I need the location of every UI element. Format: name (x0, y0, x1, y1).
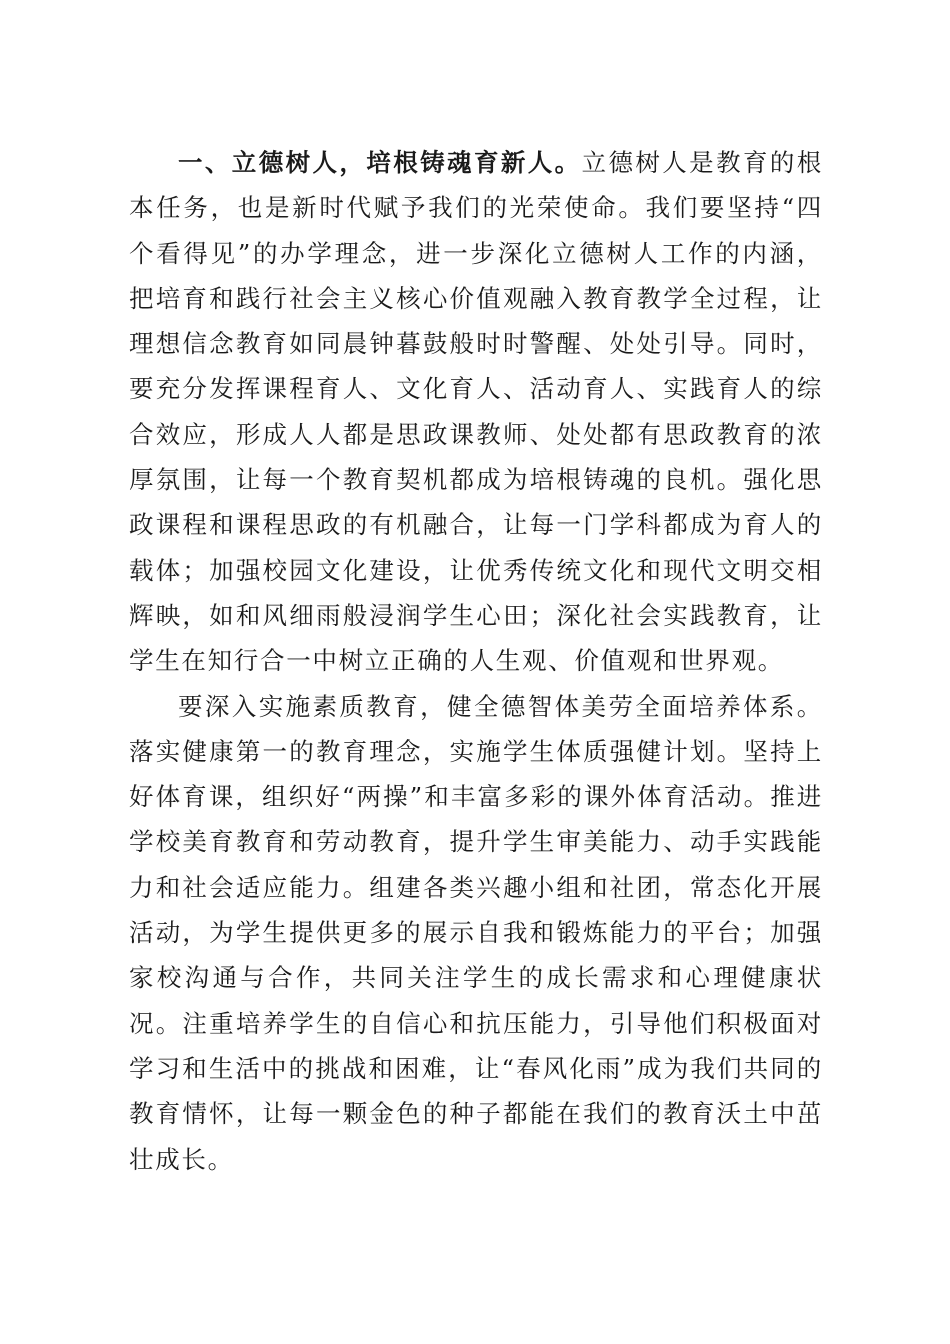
paragraph-2-text: 要深入实施素质教育，健全德智体美劳全面培养体系。落实健康第一的教育理念，实施学生体质强健计划。坚持上好体育课，组织好“两操”和丰富多彩的课外体育活动。推进学校美育教育和劳动教育，提升学生审美能力、动手实践能力和社会适应能力。组建各类兴趣小组和社团，常态化开展活动，为学生提供更多的展示自我和锻炼能力的平台；加强家校沟通与合作，共同关注学生的成长需求和心理健康状况。注重培养学生的自信心和抗压能力，引导他们积极面对学习和生活中的挑战和困难，让“春风化雨”成为我们共同的教育情怀，让每一颗金色的种子都能在我们的教育沃土中茁壮成长。 (129, 691, 823, 1174)
section-heading: 一、立德树人，培根铸魂育新人。 (178, 148, 582, 177)
document-body (129, 140, 823, 1182)
paragraph-1 (129, 140, 823, 684)
paragraph-2 (129, 684, 823, 1182)
paragraph-1-text: 立德树人是教育的根本任务，也是新时代赋予我们的光荣使命。我们要坚持“四个看得见”的办学理念，进一步深化立德树人工作的内涵，把培育和践行社会主义核心价值观融入教育教学全过程，让理想信念教育如同晨钟暮鼓般时时警醒、处处引导。同时，要充分发挥课程育人、文化育人、活动育人、实践育人的综合效应，形成人人都是思政课教师、处处都有思政教育的浓厚氛围，让每一个教育契机都成为培根铸魂的良机。强化思政课程和课程思政的有机融合，让每一门学科都成为育人的载体；加强校园文化建设，让优秀传统文化和现代文明交相辉映，如和风细雨般浸润学生心田；深化社会实践教育，让学生在知行合一中树立正确的人生观、价值观和世界观。 (129, 148, 823, 676)
